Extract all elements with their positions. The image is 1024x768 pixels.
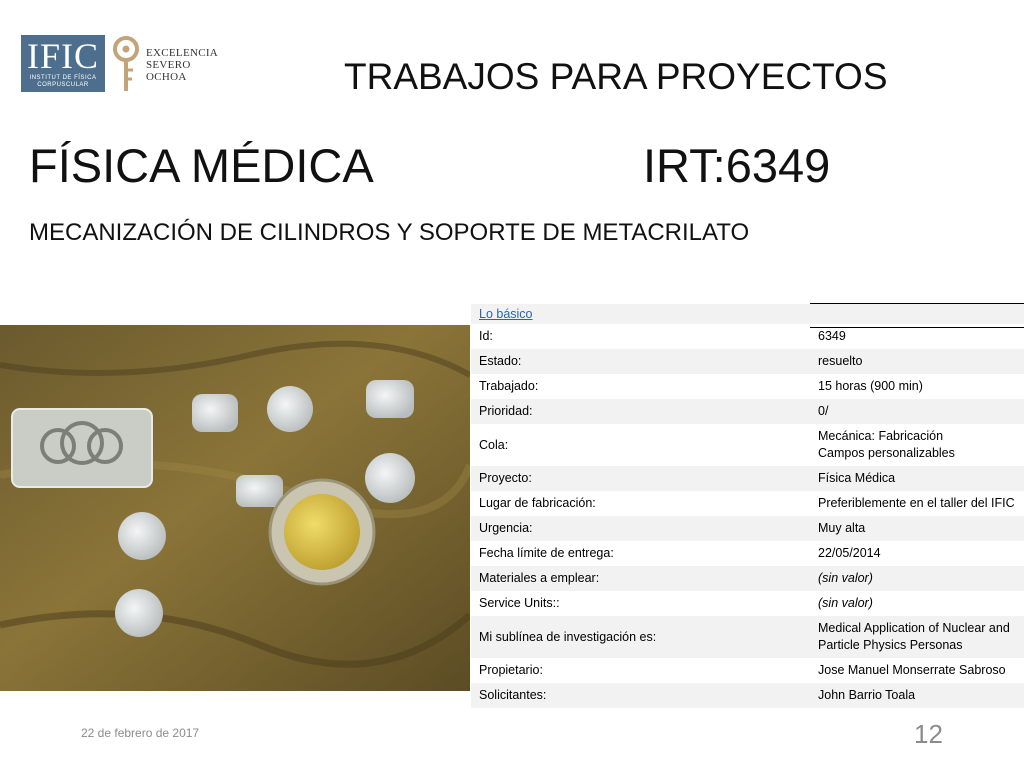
row-value: resuelto — [818, 354, 863, 368]
main-heading — [29, 138, 831, 193]
row-label: Proyecto: — [479, 471, 532, 485]
row-label: Id: — [479, 329, 493, 343]
row-label: Estado: — [479, 354, 522, 368]
logo-subtitle-2: CORPUSCULAR — [37, 82, 89, 88]
ticket-info-table — [471, 304, 1024, 708]
table-cell — [471, 304, 810, 324]
row-label: Prioridad: — [479, 404, 533, 418]
seal-line-2: SEVERO — [146, 59, 191, 71]
row-value-line: Medical Application of Nuclear and — [818, 621, 1010, 635]
row-value: 15 horas (900 min) — [818, 379, 923, 393]
row-label: Service Units:: — [479, 596, 560, 610]
row-value-multiline — [810, 424, 1024, 466]
row-value: 0/ — [818, 404, 829, 418]
table-row — [471, 683, 1024, 708]
severo-ochoa-seal-icon — [111, 35, 141, 93]
table-row — [471, 516, 1024, 541]
row-value: (sin valor) — [818, 571, 873, 585]
table-cell — [810, 304, 1024, 324]
photo-cylinders — [0, 325, 470, 691]
ific-logo — [21, 35, 105, 92]
table-row — [471, 566, 1024, 591]
row-value: Muy alta — [818, 521, 866, 535]
severo-ochoa-text — [146, 47, 218, 83]
row-label: Trabajado: — [479, 379, 539, 393]
seal-line-3: OCHOA — [146, 71, 187, 83]
row-value-line: Particle Physics Personas — [818, 638, 963, 652]
row-label: Lugar de fabricación: — [479, 496, 596, 510]
row-label: Urgencia: — [479, 521, 533, 535]
heading-irt-id: IRT:6349 — [643, 139, 831, 192]
row-value: Preferiblemente en el taller del IFIC — [818, 496, 1015, 510]
row-value: Física Médica — [818, 471, 896, 485]
row-label: Mi sublínea de investigación es: — [479, 629, 657, 644]
row-value: 22/05/2014 — [818, 546, 881, 560]
table-row — [471, 349, 1024, 374]
row-value-line: Campos personalizables — [818, 446, 955, 460]
table-row — [471, 541, 1024, 566]
table-row — [471, 591, 1024, 616]
row-value: 6349 — [818, 329, 846, 343]
row-label: Propietario: — [479, 663, 543, 677]
table-row — [471, 616, 1024, 658]
row-label: Solicitantes: — [479, 688, 547, 702]
logo-wordmark: IFIC — [26, 36, 99, 76]
table-row — [471, 658, 1024, 683]
table-row — [471, 491, 1024, 516]
logo-subtitle-1: INSTITUT DE FÍSICA — [29, 75, 97, 81]
page-number: 12 — [914, 719, 943, 749]
slide-title: TRABAJOS PARA PROYECTOS — [344, 56, 888, 97]
seal-line-1: EXCELENCIA — [146, 47, 219, 59]
row-value: (sin valor) — [818, 596, 873, 610]
row-value-multiline — [810, 616, 1024, 658]
table-row — [471, 399, 1024, 424]
row-value: John Barrio Toala — [818, 688, 916, 702]
row-label: Fecha límite de entrega: — [479, 546, 614, 560]
footer-date: 22 de febrero de 2017 — [81, 726, 200, 740]
row-value: Jose Manuel Monserrate Sabroso — [818, 663, 1006, 677]
lo-basico-link[interactable]: Lo básico — [479, 307, 533, 321]
subheading: MECANIZACIÓN DE CILINDROS Y SOPORTE DE METACRILATO — [29, 219, 750, 246]
row-label: Cola: — [479, 437, 509, 452]
table-row — [471, 424, 1024, 466]
table-row — [471, 374, 1024, 399]
table-row-link — [471, 304, 1024, 324]
row-value-line: Mecánica: Fabricación — [818, 429, 944, 443]
table-row — [471, 324, 1024, 349]
heading-area: FÍSICA MÉDICA — [29, 139, 374, 192]
row-label: Materiales a emplear: — [479, 571, 600, 585]
table-row — [471, 466, 1024, 491]
